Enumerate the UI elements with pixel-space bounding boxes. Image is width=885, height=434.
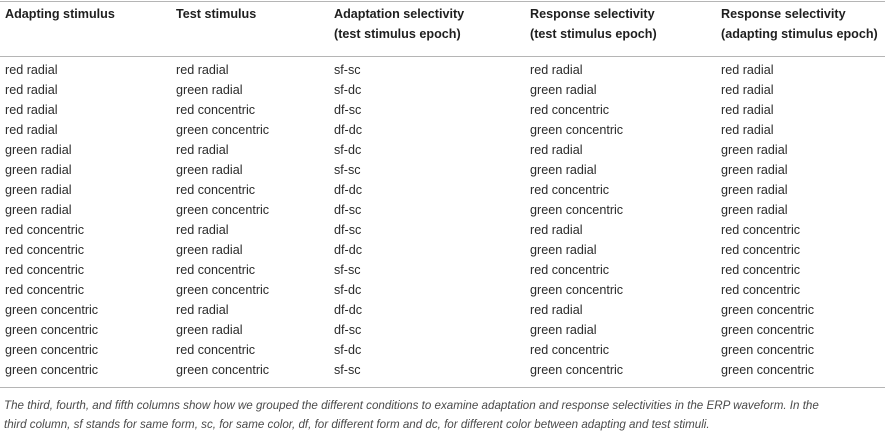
table-cell: green radial bbox=[721, 163, 788, 177]
table-cell: red radial bbox=[530, 143, 583, 157]
header-row bbox=[0, 4, 885, 60]
table-cell: green radial bbox=[5, 163, 72, 177]
table-cell: df-dc bbox=[334, 123, 362, 137]
top-rule bbox=[0, 1, 885, 2]
table-row bbox=[0, 280, 885, 300]
table-cell: green radial bbox=[721, 183, 788, 197]
table-row bbox=[0, 160, 885, 180]
table-cell: red concentric bbox=[5, 243, 85, 257]
table-cell: green concentric bbox=[721, 363, 815, 377]
column-header-line1: Adaptation selectivity bbox=[334, 7, 465, 21]
table-cell: green concentric bbox=[176, 283, 270, 297]
table-cell: red radial bbox=[5, 63, 58, 77]
table-cell: red concentric bbox=[530, 343, 610, 357]
table-cell: red concentric bbox=[176, 343, 256, 357]
table-cell: red concentric bbox=[721, 263, 801, 277]
table-cell: sf-sc bbox=[334, 163, 361, 177]
table-cell: sf-sc bbox=[334, 363, 361, 377]
table-cell: red concentric bbox=[530, 263, 610, 277]
table-row bbox=[0, 120, 885, 140]
table-cell: red radial bbox=[721, 83, 774, 97]
table-cell: red concentric bbox=[721, 243, 801, 257]
caption-line-2: third column, sf stands for same form, sc, for same color, df, for different form and dc, for different color between adapting and test stimuli. bbox=[4, 418, 710, 431]
table-cell: green radial bbox=[530, 243, 597, 257]
column-header-5 bbox=[716, 4, 885, 60]
table-row bbox=[0, 320, 885, 340]
table-cell: green concentric bbox=[530, 283, 624, 297]
table-cell: sf-dc bbox=[334, 283, 362, 297]
table-cell: red radial bbox=[5, 123, 58, 137]
table-row bbox=[0, 220, 885, 240]
table-cell: red concentric bbox=[721, 283, 801, 297]
table-cell: df-sc bbox=[334, 103, 362, 117]
table-cell: sf-sc bbox=[334, 63, 361, 77]
table-cell: sf-dc bbox=[334, 83, 362, 97]
table-cell: red radial bbox=[721, 103, 774, 117]
table-cell: red concentric bbox=[5, 263, 85, 277]
table-caption bbox=[4, 396, 882, 434]
conditions-table bbox=[0, 4, 885, 380]
table-cell: green concentric bbox=[5, 363, 99, 377]
column-header-line1: Test stimulus bbox=[176, 7, 257, 21]
table-row bbox=[0, 100, 885, 120]
table-cell: red radial bbox=[176, 303, 229, 317]
table-cell: green radial bbox=[176, 243, 243, 257]
table-row bbox=[0, 300, 885, 320]
table-cell: green concentric bbox=[530, 123, 624, 137]
table-cell: sf-dc bbox=[334, 143, 362, 157]
table-cell: red radial bbox=[530, 223, 583, 237]
table-cell: red concentric bbox=[176, 103, 256, 117]
table-cell: green radial bbox=[176, 163, 243, 177]
table-cell: df-dc bbox=[334, 183, 362, 197]
table-cell: red radial bbox=[721, 123, 774, 137]
column-header-line1: Adapting stimulus bbox=[5, 7, 115, 21]
table-cell: red concentric bbox=[5, 223, 85, 237]
table-cell: red radial bbox=[176, 143, 229, 157]
table-cell: green radial bbox=[176, 83, 243, 97]
column-header-line2: (adapting stimulus epoch) bbox=[721, 27, 878, 41]
table-row bbox=[0, 240, 885, 260]
table-cell: green concentric bbox=[5, 343, 99, 357]
table-cell: green radial bbox=[721, 143, 788, 157]
table-cell: red radial bbox=[5, 83, 58, 97]
column-header-line2: (test stimulus epoch) bbox=[530, 27, 657, 41]
table-cell: red radial bbox=[530, 63, 583, 77]
table-cell: green concentric bbox=[5, 323, 99, 337]
table-row bbox=[0, 200, 885, 220]
table-row bbox=[0, 360, 885, 380]
table-cell: green concentric bbox=[5, 303, 99, 317]
table-cell: red concentric bbox=[176, 183, 256, 197]
table-row bbox=[0, 60, 885, 80]
table-row bbox=[0, 140, 885, 160]
table-cell: green concentric bbox=[721, 303, 815, 317]
caption-line-1: The third, fourth, and fifth columns show how we grouped the different conditions to examine adaptation and response selectivities in the ERP waveform. In the bbox=[4, 399, 819, 412]
table-cell: df-sc bbox=[334, 323, 362, 337]
table-cell: sf-sc bbox=[334, 263, 361, 277]
column-header-line1: Response selectivity bbox=[721, 7, 846, 21]
table-cell: green concentric bbox=[530, 363, 624, 377]
table-row bbox=[0, 260, 885, 280]
table-cell: green radial bbox=[530, 83, 597, 97]
table-cell: green concentric bbox=[530, 203, 624, 217]
table-cell: df-sc bbox=[334, 203, 362, 217]
table-cell: df-dc bbox=[334, 243, 362, 257]
table-cell: red radial bbox=[176, 63, 229, 77]
column-header-1 bbox=[0, 4, 171, 60]
column-header-line1: Response selectivity bbox=[530, 7, 655, 21]
column-header-4 bbox=[525, 4, 716, 60]
table-body bbox=[0, 60, 885, 380]
table-cell: green concentric bbox=[721, 343, 815, 357]
column-header-2 bbox=[171, 4, 329, 60]
table-cell: sf-dc bbox=[334, 343, 362, 357]
table-cell: green concentric bbox=[176, 203, 270, 217]
table-cell: red radial bbox=[721, 63, 774, 77]
table-cell: red concentric bbox=[176, 263, 256, 277]
table-row bbox=[0, 340, 885, 360]
table-cell: green concentric bbox=[176, 123, 270, 137]
table-cell: red radial bbox=[530, 303, 583, 317]
table-row bbox=[0, 80, 885, 100]
table-cell: green radial bbox=[176, 323, 243, 337]
table-cell: green radial bbox=[5, 143, 72, 157]
table-cell: df-dc bbox=[334, 303, 362, 317]
table-cell: red radial bbox=[176, 223, 229, 237]
table-cell: df-sc bbox=[334, 223, 362, 237]
table-cell: red concentric bbox=[721, 223, 801, 237]
table-cell: green concentric bbox=[176, 363, 270, 377]
bottom-rule bbox=[0, 387, 885, 388]
table-cell: green radial bbox=[5, 203, 72, 217]
column-header-line2: (test stimulus epoch) bbox=[334, 27, 461, 41]
table-cell: red concentric bbox=[530, 183, 610, 197]
table-row bbox=[0, 180, 885, 200]
table-cell: green radial bbox=[530, 323, 597, 337]
table-cell: green concentric bbox=[721, 323, 815, 337]
table-cell: green radial bbox=[5, 183, 72, 197]
table-cell: red radial bbox=[5, 103, 58, 117]
table-cell: red concentric bbox=[530, 103, 610, 117]
column-header-3 bbox=[329, 4, 525, 60]
table-cell: red concentric bbox=[5, 283, 85, 297]
table-cell: green radial bbox=[530, 163, 597, 177]
table-cell: green radial bbox=[721, 203, 788, 217]
